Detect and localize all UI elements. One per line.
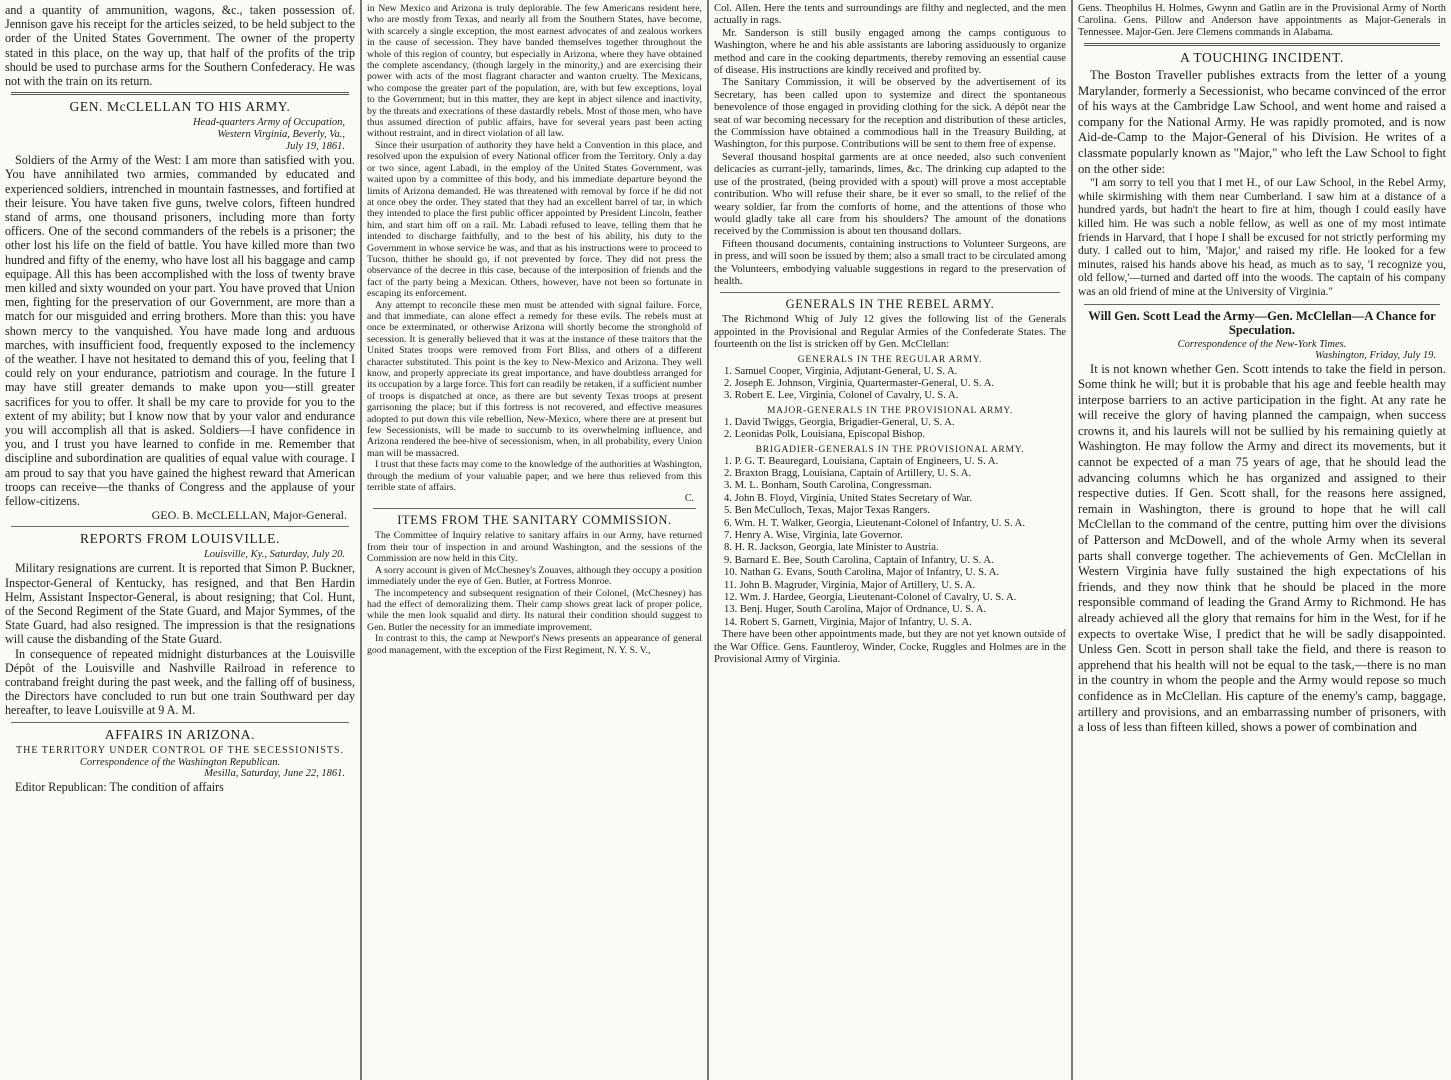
list-item: 3. Robert E. Lee, Virginia, Colonel of Cavalry, U. S. A. [724,390,959,402]
dateline: Western Virginia, Beverly, Va., [217,129,345,141]
article-scott [1078,309,1446,736]
column-2 [362,0,707,1080]
article-paragraph: In consequence of repeated midnight disturbances at the Louisville Dépôt of the Louisville and Nashville Railroad in reference to contraband freight during the past week, and the falling off of business, the Directors have concluded to run but one train Southward per day hereafter, to leave Louisville at 9 A. M. [5,646,355,718]
article-paragraph: Gens. Theophilus H. Holmes, Gwynn and Gatlin are in the Provisional Army of North Carolina. Gens. Pillow and Anderson have appointments as Major-Generals in Tennessee. Major-Gen. Jere Clemens commands in Alabama. [1078,3,1446,38]
article-paragraph: The incompetency and subsequent resignation of their Colonel, (McChesney) has had the effect of demoralizing them. Their camp shows great lack of proper police, while the men look squalid and dirty. Its natural their condition should suggest to Gen. Butler the necessity for an immediate improvement. [367,587,702,633]
list-item: 1. Samuel Cooper, Virginia, Adjutant-General, U. S. A. [724,365,958,377]
dateline: Head-quarters Army of Occupation, [192,117,345,129]
column-4 [1073,0,1451,1080]
article-heading: A TOUCHING INCIDENT. [1180,50,1344,65]
list-item: 7. Henry A. Wise, Virginia, late Governor. [724,530,903,542]
article-subheading: THE TERRITORY UNDER CONTROL OF THE SECESSIONISTS. [15,744,344,756]
divider [11,722,349,723]
list-item: 8. H. R. Jackson, Georgia, late Minister to Austria. [724,542,939,554]
section-heading: GENERALS IN THE REGULAR ARMY. [797,354,983,365]
article-heading: REPORTS FROM LOUISVILLE. [80,531,280,547]
list-item: 2. Leonidas Polk, Louisiana, Episcopal Bishop. [724,429,925,441]
list-item: 5. Ben McCulloch, Texas, Major Texas Rangers. [724,505,930,517]
article-paragraph: The Sanitary Commission, it will be observed by the advertisement of its Secretary, has been called upon to systemize and direct the spontaneous benevolence of those engaged in providing clothing for the sick. A dépôt near the seat of war becoming necessary for the reception and distribution of these articles, the Commission have obtained a commodious hall in the Treasury Building, at Washington, for this purpose. Contributions will be sent to them free of expense. [714,77,1066,151]
article-heading: GENERALS IN THE REBEL ARMY. [785,297,995,312]
article-paragraph: in New Mexico and Arizona is truly deplorable. The few Americans resident here, who are mostly from Texas, and nearly all from the Southern States, have become, with scarcely a single exception, the most earnest advocates of and zealous workers in the cause of secession. They have banded themselves together throughout the whole of this region of country, but especially in Arizona, where they have obtained the complete ascendancy, (though largely in the minority,) and are exercising their power with acts of the most flagrant character and wanton cruelty. The Mexicans, who compose the greater part of the population, are, with but few exceptions, loyal to the Government; but in this matter, they are kept in abject silence and inactivity, by the threats and execrations of these dastardly rebels. Most of those men, who have thus assumed direction of public affairs, have for several years past been acting without restraint, and in direct violation of all law. [367,3,702,140]
list-item: 4. John B. Floyd, Virginia, United States Secretary of War. [724,492,973,504]
list-item: 2. Joseph E. Johnson, Virginia, Quartermaster-General, U. S. A. [724,377,995,389]
article-touching-incident [1078,50,1446,300]
correspondence-line: Correspondence of the Washington Republican. [79,756,281,768]
article-paragraph: Col. Allen. Here the tents and surroundings are filthy and neglected, and the men actually in rags. [714,3,1066,27]
article-sanitary [367,513,702,655]
article-arizona [5,727,355,794]
quoted-letter: "I am sorry to tell you that I met H., of our Law School, in the Rebel Army, while skirmishing with them near Cumberland. I saw him at a distance of a hundred yards, but hadn't the heart to fire at him, though I could easily have killed him. He was such a noble fellow, as well as one of my most intimate friends in Harvard, that I hope I shall be excused for not strictly performing my duty. I called out to him, 'Major,' and raised my rifle. He looked for a few minutes, raised his hands above his head, as much as to say, 'I recognize you, old fellow,'—turned and darted off into the woods. The captain of his company was an old friend of mine at the University of Virginia." [1078,177,1446,298]
divider [11,526,349,527]
column-1 [0,0,360,1080]
dateline: Mesilla, Saturday, June 22, 1861. [204,767,345,779]
article-paragraph: There have been other appointments made, but they are not yet known outside of the War Office. Gens. Fauntleroy, Winder, Cocke, Ruggles and Holmes are in the Provisional Army of Virginia. [714,629,1066,666]
list-item: 3. M. L. Bonham, South Carolina, Congressman. [724,480,932,492]
list-item: 13. Benj. Huger, South Carolina, Major of Ordnance, U. S. A. [724,604,987,616]
list-item: 2. Braxton Bragg, Louisiana, Captain of Artillery, U. S. A. [724,468,972,479]
divider [720,292,1060,293]
list-item: 1. David Twiggs, Georgia, Brigadier-General, U. S. A. [724,416,955,428]
article-paragraph: The Richmond Whig of July 12 gives the following list of the Generals appointed in the Provisional and Regular Armies of the Confederate States. The fourteenth on the list is stricken off by Gen. McClellan: [714,314,1066,351]
divider [11,92,349,95]
article-heading: ITEMS FROM THE SANITARY COMMISSION. [397,513,672,528]
article-mcclellan [5,99,355,522]
article-paragraph: Fifteen thousand documents, containing instructions to Volunteer Surgeons, are in press, and will soon be issued by them; also a small tract to be circulated among the Volunteers, embodying valuable suggestions in regard to the preservation of health. [714,238,1066,287]
divider [1084,43,1440,46]
article-heading: Will Gen. Scott Lead the Army—Gen. McClellan—A Chance for Speculation. [1088,308,1436,337]
jennison-paragraph: and a quantity of ammunition, wagons, &c., taken possession of. Jennison gave his receipt for the articles seized, to be held subject to the order of the United States Government. The owner of the property stated in this place, on the way up, that half of the profits of the trip should be used to purchase arms for the Southern Confederacy. He was not with the train on its return. [5,3,355,89]
signature: GEO. B. McCLELLAN, Major-General. [151,508,347,523]
article-body: It is not known whether Gen. Scott intends to take the field in person. Some think he will; but it is probable that his age and feeble health may interpose barriers to an active participation in the fight. At any rate he will receive the glory of having planned the campaign, when success crowns it, and his laurels will not be sullied by his remaining quietly at Washington. He may follow the Army and direct its movements, but it cannot be expected of a man 75 years of age, that he should lead the advancing columns which he has organized and assigned to their respective duties. If Gen. Scott shall, for the reasons here assigned, remain in Washington, there is ground to hope that he will call McClellan to the command of the centre, putting him over the divisions of Patterson and McDowell, and of the whole Army when its several parts shall converge together. The achievements of Gen. McClellan in Western Virginia have fully sustained the high expectations of his friends, and they now think that he should be placed in the more responsible command of leading the Grand Army to Richmond. He has already achieved all the glory that remains for him in the West, for if he expects to overtake Wise, I predict that he will be sadly disappointed. Unless Gen. Scott in person shall take the field, and there is reason to apprehend that his health will not be equal to the task,—there is no man in the country in whom the people and the Army would repose so much confidence as in McClellan. His capture of the enemy's camp, baggage, artillery and provisions, and an embarrassing number of prisoners, with a loss of less than fifteen killed, shows a power of combination and [1078,361,1446,735]
article-generals [714,297,1066,666]
article-louisville [5,531,355,717]
list-item: 1. P. G. T. Beauregard, Louisiana, Captain of Engineers, U. S. A. [724,455,999,467]
list-item: 12. Wm. J. Hardee, Georgia, Lieutenant-Colonel of Cavalry, U. S. A. [724,592,1017,604]
article-body: Soldiers of the Army of the West: I am more than satisfied with you. You have annihilated two armies, commanded by educated and experienced soldiers, intrenched in mountain fastnesses, and fortified at their leisure. You have taken five guns, twelve colors, fifteen hundred stand of arms, one thousand prisoners, including more than forty officers. One of the second commanders of the rebels is a prisoner; the other lost his life on the field of battle. You have killed more than two hundred and fifty of the enemy, who have lost all his baggage and camp equipage. All this has been accomplished with the loss of twenty brave men killed and sixty wounded on your part. You have proved that Union men, fighting for the preservation of our Government, are more than a match for our misguided and erring brothers. More than this: you have shown mercy to the vanquished. You have made long and arduous marches, with insufficient food, frequently exposed to the inclemency of the weather. I have not hesitated to demand this of you, feeling that I could rely on your endurance, patriotism and courage. In the future I may have still greater demands to make upon you—still greater sacrifices for you to offer. It shall be my care to provide for you to the extent of my ability; but I know now that by your valor and endurance you will accomplish all that is asked. Soldiers—I have confidence in you, and I trust you have learned to confide in me. Remember that discipline and subordination are qualities of equal value with courage. I am proud to say that you have gained the highest reward that American troops can receive—the thanks of Congress and the applause of your fellow-citizens. [5,153,355,509]
article-paragraph: Several thousand hospital garments are at once needed, also such convenient delicacies as currant-jelly, tamarinds, limes, &c. The drinking cup adapted to the use of the prostrated, (being provided with a spout) will prove a most acceptable contribution. Who will refuse their share, be it ever so small, to the relief of the weary soldier, far from the comforts of home, and the attentions of those who would gladly take all care from his shoulders? The amount of the donations received by the Commission is about ten thousand dollars. [714,151,1066,238]
list-item: 11. John B. Magruder, Virginia, Major of Artillery, U. S. A. [724,579,976,591]
divider [1084,304,1440,305]
article-paragraph: Editor Republican: The condition of affairs [15,779,224,794]
section-heading: BRIGADIER-GENERALS IN THE PROVISIONAL ARMY. [755,444,1025,455]
list-item: 6. Wm. H. T. Walker, Georgia, Lieutenant-Colonel of Infantry, U. S. A. [724,517,1025,529]
article-paragraph: The Committee of Inquiry relative to sanitary affairs in our Army, have returned from their tour of inspection in and around Washington, and the sessions of the Commission are now held in this City. [367,530,702,565]
article-paragraph: In contrast to this, the camp at Newport's News presents an appearance of general good management, with the exception of the First Regiment, N. Y. S. V., [367,633,702,656]
signature: C. [684,493,694,505]
list-item: 10. Nathan G. Evans, South Carolina, Major of Infantry, U. S. A. [724,567,1000,579]
article-paragraph: Mr. Sanderson is still busily engaged among the camps contiguous to Washington, where he and his able assistants are laboring assiduously to organize method and care in the cooking departments, thereby removing an essential cause of disease. His instructions are kindly received and profited by. [714,27,1066,77]
article-paragraph: Any attempt to reconcile these men must be attended with signal failure. Force, and that immediate, can alone effect a remedy for these evils. The rebels must at once be exterminated, or otherwise Arizona will shortly become the stronghold of secession. It is generally believed that it was at the instance of these traitors that the United States troops were removed from Fort Bliss, and others of a different character substituted. This point is the key to New-Mexico and Arizona. They well know, and properly appreciate its great importance, and have doubtless arranged for its occupation by a large force. This fort can readily be retaken, if a sufficient number of troops is dispatched at once, as there are but seventy Texas troops at present garrisoning the place; but if this fortress is not recovered, and effective measures adopted to put down this vile rebellion, New-Mexico, where there are at present but few Secessionists, will be made to succumb to its overwhelming influence, and Arizona rendered the bee-hive of secessionism, when, in all probability, every Union man will be massacred. [367,299,702,459]
dateline: Washington, Friday, July 19. [1315,349,1436,361]
article-heading: GEN. McCLELLAN TO HIS ARMY. [69,99,291,115]
divider [373,508,696,509]
article-paragraph: A sorry account is given of McChesney's Zouaves, although they occupy a position immediately under the eye of Gen. Butler, at Fortress Monroe. [367,564,702,588]
column-3 [709,0,1071,1080]
list-item: 14. Robert S. Garnett, Virginia, Major of Infantry, U. S. A. [724,616,972,628]
article-paragraph: The Boston Traveller publishes extracts from the letter of a young Marylander, formerly a Secessionist, who became convinced of the error of his ways at the Cambridge Law School, and went home and raised a company for the National Army. He was rapidly promoted, and is now Aid-de-Camp to the Major-General of his Division. He writes of a classmate popularly known as "Major," who left the Law School to fight on the other side: [1078,68,1446,176]
section-heading: MAJOR-GENERALS IN THE PROVISIONAL ARMY. [766,405,1014,416]
dateline: Louisville, Ky., Saturday, July 20. [203,549,345,561]
list-item: 9. Barnard E. Bee, South Carolina, Captain of Infantry, U. S. A. [724,554,994,566]
correspondence-line: Correspondence of the New-York Times. [1177,338,1347,350]
article-paragraph: Since their usurpation of authority they have held a Convention in this place, and resolved upon the expulsion of every National officer from the Territory. Only a day or two since, agent Labadi, in the employ of the United States Government, was waited upon by a committee of this body, and his immediate departure beyond the limits of Arizona demanded. He was threatened with removal by force if he did not at once obey the order. They stated that they had an excellent barrel of tar, in which they intended to place the first public officer appointed by President Lincoln, feather him, and start him off on a rail. Mr. Labadi refused to leave, telling them that he intended to discharge faithfully, and to the best of his ability, his duty to the Government in whose service he was, and that as his instructions were to proceed to Tucson, thither he should go, if not prevented by force. They did not press the observance of the decree in this case, because of the interposition of friends and the fact of the party being a Mexican. Others, however, have not been so fortunate in escaping its enforcement. [367,139,702,300]
article-paragraph: I trust that these facts may come to the knowledge of the authorities at Washington, through the medium of your valuable paper, and we here thus relieved from this terrible state of affairs. [367,459,702,494]
article-paragraph: Military resignations are current. It is reported that Simon P. Buckner, Inspector-General of Kentucky, has resigned, and that Ben Hardin Helm, Assistant Inspector-General, is about resigning; that Col. Hunt, of the Second Regiment of the State Guard, and Major Symmes, of the State Guard, had also resigned. The impression is that the resignations will cause the disbanding of the State Guard. [5,561,355,647]
dateline: July 19, 1861. [285,141,345,153]
article-heading: AFFAIRS IN ARIZONA. [104,726,256,742]
